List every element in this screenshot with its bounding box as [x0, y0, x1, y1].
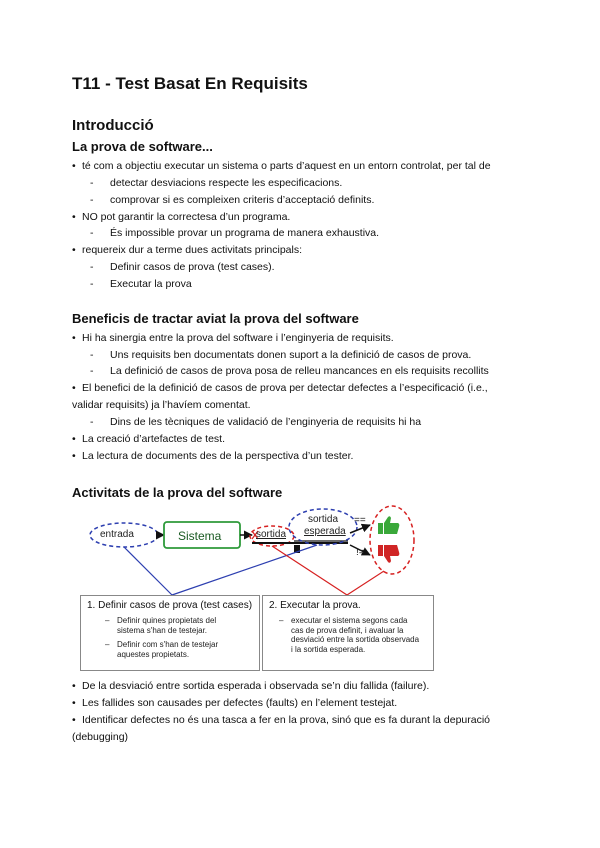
bullet-continuation: (debugging)	[72, 731, 129, 743]
bullet-item: • NO pot garantir la correctesa d’un programa.	[72, 210, 290, 224]
box-item: – Definir com s'han de testejar aquestes propietats.	[105, 640, 219, 659]
dash-item: - detectar desviacions respecte les especificacions.	[90, 177, 343, 189]
dash-item: - És impossible provar un programa de manera exhaustiva.	[90, 227, 380, 239]
sortida-esperada-label-2: esperada	[304, 526, 346, 537]
section-heading-introduccio: Introducció	[72, 117, 154, 134]
section-heading-beneficis: Beneficis de tractar aviat la prova del software	[72, 311, 359, 326]
test-activities-diagram	[72, 505, 534, 675]
box-title: 2. Executar la prova.	[269, 600, 361, 611]
dash-item: - Uns requisits ben documentats donen suport a la definició de casos de prova.	[90, 349, 472, 361]
bullet-continuation: validar requisits) ja l’havíem comentat.	[72, 399, 251, 411]
subheading-prova-software: La prova de software...	[72, 139, 213, 154]
dash-item: - Definir casos de prova (test cases).	[90, 261, 275, 273]
execute-test-box	[262, 595, 434, 671]
bullet-item: • La creació d’artefactes de test.	[72, 432, 225, 446]
box-item: – Definir quines propietats del sistema s'han de testejar.	[105, 616, 217, 635]
sortida-esperada-label-1: sortida	[308, 514, 339, 525]
bullet-item: • requereix dur a terme dues activitats principals:	[72, 243, 302, 257]
dash-item: - La definició de casos de prova posa de relleu mancances en els requisits recollits	[90, 365, 489, 377]
bullet-item: • De la desviació entre sortida esperada i observada se’n diu fallida (failure).	[72, 679, 429, 693]
result-ellipse	[370, 506, 414, 574]
box-title: 1. Definir casos de prova (test cases)	[87, 600, 253, 611]
box-item: – executar el sistema segons cada cas de prova definit, i avaluar la desviació entre la sortida observada i la sortida esperada.	[279, 616, 420, 654]
dash-item: - comprovar si es compleixen criteris d’acceptació definits.	[90, 194, 375, 206]
bullet-item: • El benefici de la definició de casos de prova per detectar defectes a l’especificació (i.e.,	[72, 381, 488, 395]
bullet-item: • Hi ha sinergia entre la prova del software i l’enginyeria de requisits.	[72, 331, 394, 345]
bullet-item: • La lectura de documents des de la perspectiva d’un tester.	[72, 449, 353, 463]
equal-label: ==	[354, 515, 366, 526]
bullet-item: • Identificar defectes no és una tasca a fer en la prova, sinó que es fa durant la depuració	[72, 713, 490, 727]
sortida-label: sortida	[256, 529, 287, 540]
bullet-item: • té com a objectiu executar un sistema o parts d’aquest en un entorn controlat, per tal de	[72, 159, 491, 173]
bullet-item: • Les fallides son causades per defectes (faults) en l’element testejat.	[72, 696, 397, 710]
dash-item: - Executar la prova	[90, 278, 192, 290]
section-heading-activitats: Activitats de la prova del software	[72, 485, 283, 500]
define-test-cases-box	[80, 595, 260, 671]
thumbs-down-icon	[378, 545, 399, 563]
not-equal-label: !=	[356, 547, 365, 558]
page-title: T11 - Test Basat En Requisits	[72, 74, 308, 93]
thumbs-up-icon	[378, 516, 399, 534]
sistema-label: Sistema	[178, 529, 222, 543]
entrada-label: entrada	[100, 529, 134, 540]
dash-item: - Dins de les tècniques de validació de l’enginyeria de requisits hi ha	[90, 416, 422, 428]
